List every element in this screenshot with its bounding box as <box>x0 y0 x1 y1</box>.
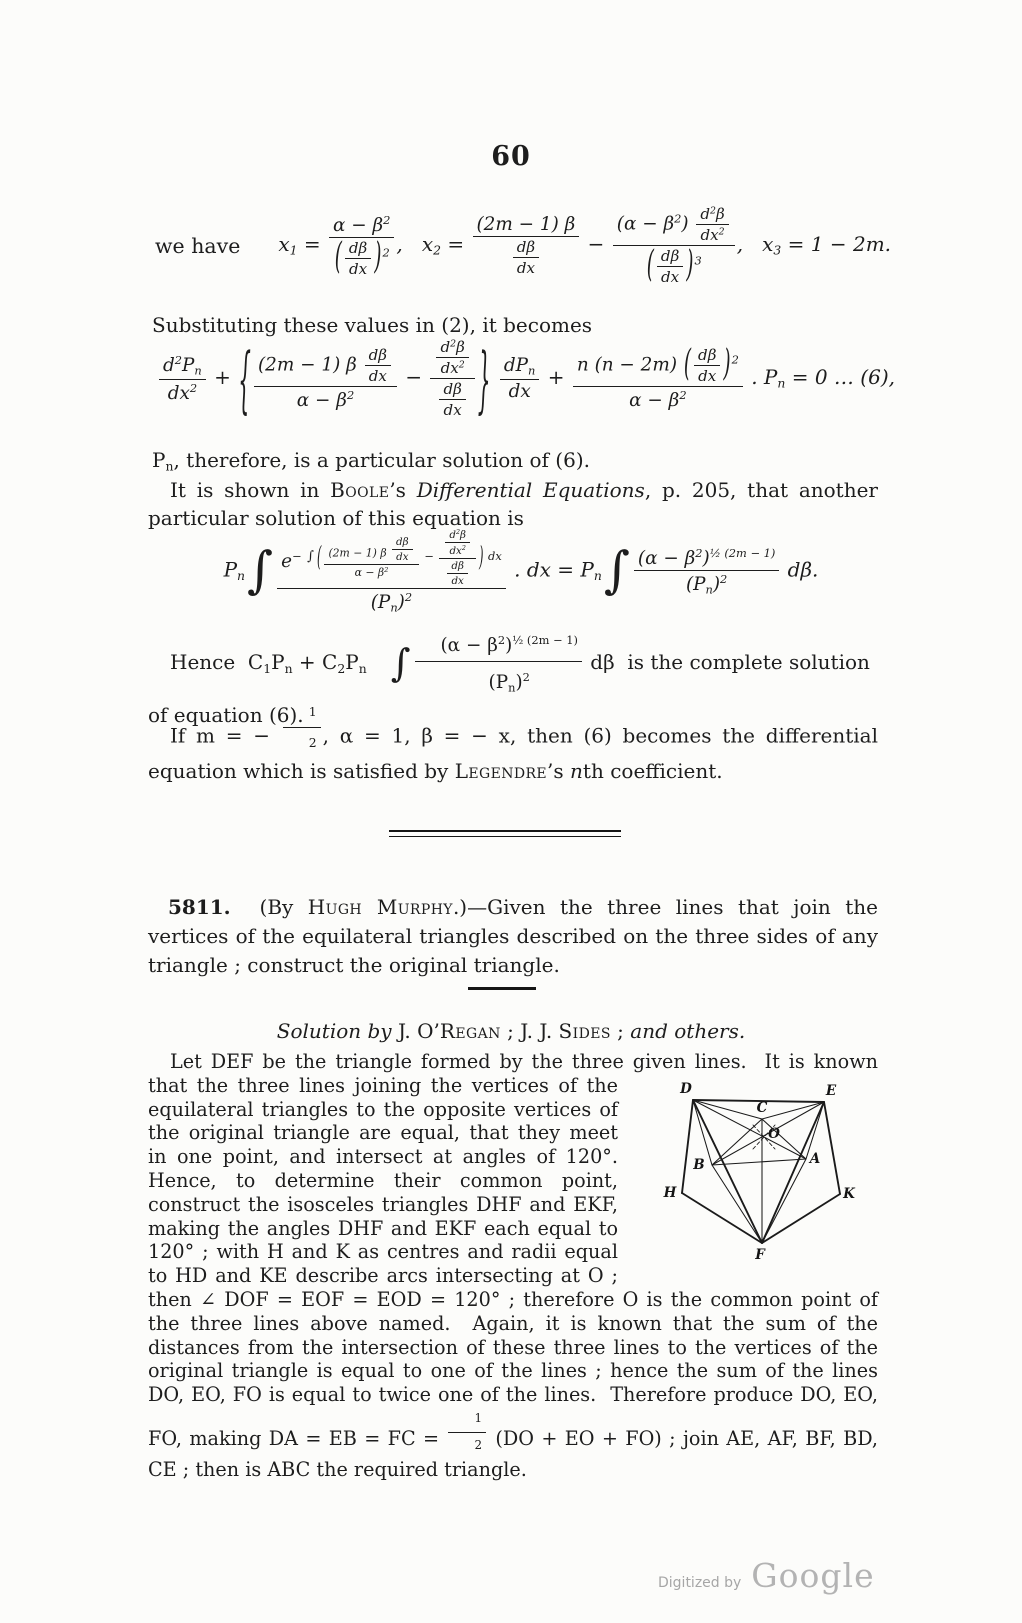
paragraph-boole-reference: It is shown in Boole’s Differential Equations, p. 205, that another particular solution of this equation is <box>148 478 878 530</box>
section-divider-double-rule <box>389 830 621 837</box>
solution-text: Let DEF be the triangle formed by the three given lines. It is known that the three lines joining the vertices of the equilateral triangles to the opposite vertices of the original triangle are equal, that they meet in one point, and intersect at angles of 120°. Hence, to determine their common point, construct the isosceles triangles DHF and EKF, making the angles DHF and EKF each equal to 120° ; with H and K as centres and radii equal to HD and KE describe arcs intersecting at O ; then ∠ DOF = EOF = EOD = 120° ; therefore O is the common point of the three lines above named. Again, it is known that the sum of the distances from the intersection of these three lines to the vertices of the original triangle is equal to one of the lines ; hence the sum of the lines DO, EO, FO is equal to twice one of the lines. Therefore produce DO, EO, FO, making DA = EB = FC = $\frac{1}{2}$ (DO + EO + FO) ; join AE, AF, BF, BD, CE ; then is ABC the required triangle. <box>148 1050 879 1481</box>
paragraph-complete-solution: Hence $C_1P_n + C_2P_n$ ∫ $\frac{(\alpha - \beta^2)^{\frac{1}{2} (2m - 1)}}{(P_n)^2}$ dβ is the complete solution of equation (6). <box>148 626 878 729</box>
vertex-label-K: K <box>843 1186 855 1202</box>
edge-EK <box>824 1102 840 1194</box>
paragraph-substituting: Substituting these values in (2), it becomes <box>152 313 593 337</box>
edge-HD <box>682 1100 693 1193</box>
paragraph-legendre: If m = − $\frac{1}{2}$ , α = 1, β = − x, then (6) becomes the differential equation which is satisfied by Legendre’s nth coefficient. <box>148 698 878 785</box>
vertex-label-E: E <box>825 1083 837 1099</box>
paragraph-solution-body <box>148 1050 878 1481</box>
digitized-by-label: Digitized by <box>658 1575 742 1591</box>
formula-equation-6: $\frac{d^2P_n}{dx^2}$ + { (2m − 1) β $\frac{d\beta}{dx}$ $\alpha - \beta^2$ − $\frac{\frac{d^2\beta}{dx^2}}{\frac{d\beta}{dx}}$ } $\frac{dP_n}{dx}$ + n (n − 2m) ( $\frac{d\beta}{dx}$ )$^2$ $\alpha - \beta^2$ . $P_n = 0$ … (6), <box>130 338 922 419</box>
problem-divider-rule <box>468 987 536 990</box>
vertex-label-A: A <box>809 1151 821 1167</box>
figure-container <box>628 1074 890 1269</box>
solution-byline: Solution by J. O’Regan ; J. J. Sides ; and others. <box>276 1019 746 1043</box>
google-watermark <box>658 1556 875 1595</box>
edge-EF <box>762 1102 824 1243</box>
vertex-label-H: H <box>663 1185 677 1201</box>
vertex-label-C: C <box>756 1100 768 1116</box>
page-number: 60 <box>491 141 531 172</box>
edge-EC <box>762 1102 824 1119</box>
formula-x-values: $x_1$ = $\alpha - \beta^2$ ( $\frac{d\beta}{dx}$ )$^2$ , $x_2$ = $\frac{(2m - 1) \beta}{\frac{d\beta}{dx}}$ − $(\alpha - \beta^2)$ $\frac{d^2\beta}{dx^2}$ ( $\frac{d\beta}{dx}$ )$^3$ , $x_3 = 1 - 2m$. <box>278 205 892 287</box>
formula-integral-solution: $P_n\int$ $e^{- \int ( (2m - 1) \beta \frac{d\beta}{dx} \alpha - \beta^2 - \frac{\frac{d^2\beta}{dx^2}}{\frac{d\beta}{dx}} ) dx}$ $(P_n)^2$ . dx = $P_n\int$ $\frac{(\alpha - \beta^2)^{\frac{1}{2} (2m - 1)}}{(P_n)^2}$ dβ. <box>223 528 819 614</box>
edge-BC <box>712 1119 762 1165</box>
vertex-label-B: B <box>693 1157 705 1173</box>
geometry-figure <box>628 1074 890 1269</box>
vertex-label-F: F <box>755 1247 765 1263</box>
vertex-label-O: O <box>768 1126 780 1142</box>
formula-x-values-row <box>155 205 932 286</box>
google-logo: Google <box>751 1556 875 1595</box>
edge-AB <box>712 1159 806 1165</box>
edge-DC <box>693 1100 762 1119</box>
vertex-label-D: D <box>680 1081 692 1097</box>
paragraph-particular-solution: $P_n$, therefore, is a particular solution of (6). <box>152 448 590 474</box>
edge-BF <box>712 1165 762 1243</box>
we-have-label: we have <box>155 233 241 258</box>
paragraph-problem-5811: 5811. (By Hugh Murphy.)—Given the three lines that join the vertices of the equilateral triangles described on the three sides of any triangle ; construct the original triangle. <box>148 895 878 977</box>
edge-DA <box>693 1100 806 1159</box>
edge-AF <box>762 1159 806 1243</box>
